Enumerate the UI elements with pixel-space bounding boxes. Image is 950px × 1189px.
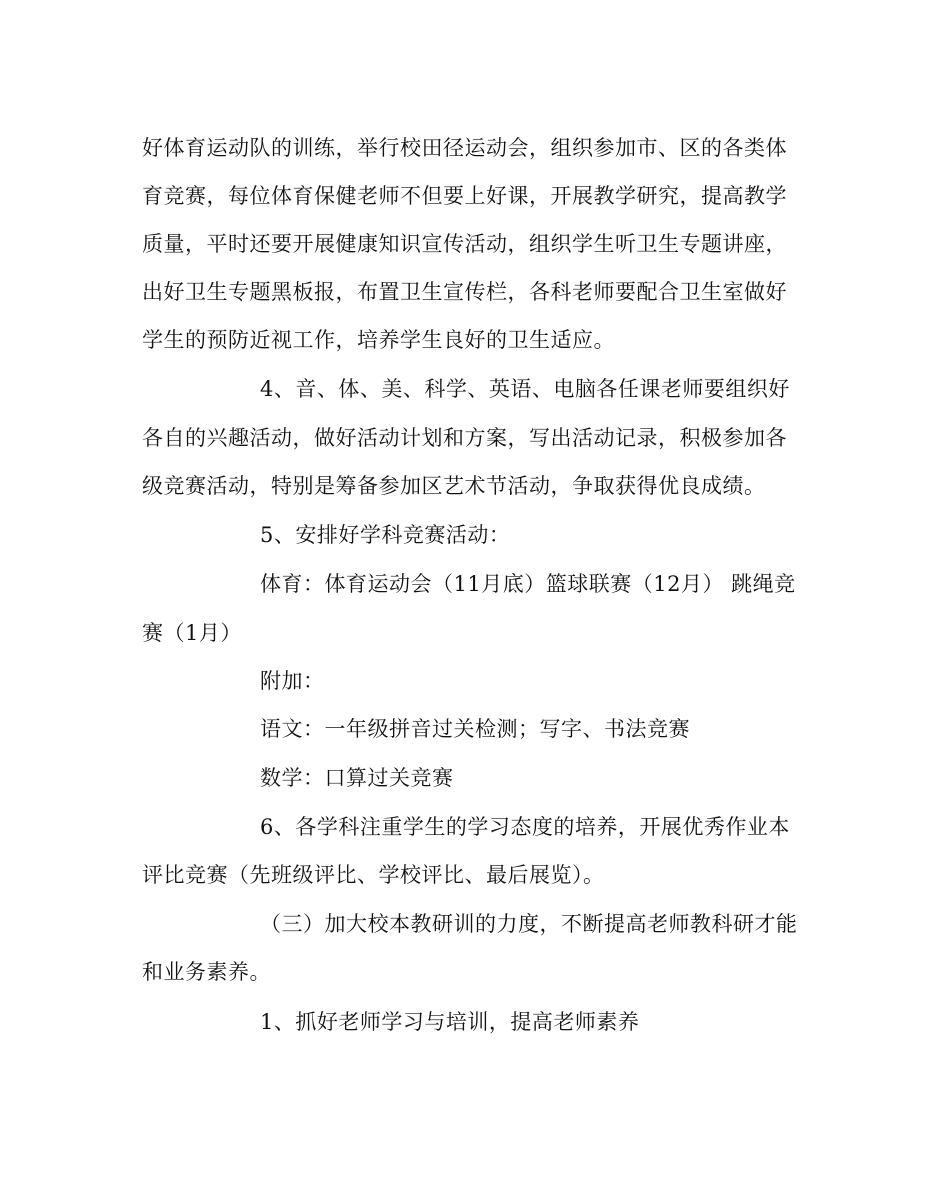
text-line: 语文：一年级拼音过关检测；写字、书法竞赛: [260, 717, 690, 741]
text-line: 和业务素养。: [142, 960, 271, 984]
text-line: 好体育运动队的训练，举行校田径运动会，组织参加市、区的各类体: [142, 136, 787, 160]
text-line: 体育：体育运动会（11月底）篮球联赛（12月） 跳绳竞: [260, 572, 796, 596]
text-line: 附加：: [260, 669, 325, 693]
text-line: （三）加大校本教研训的力度，不断提高老师教科研才能: [260, 912, 798, 936]
text-line: 评比竞赛（先班级评比、学校评比、最后展览）。: [142, 863, 605, 887]
text-line: 6、各学科注重学生的学习态度的培养，开展优秀作业本: [260, 815, 790, 839]
text-line: 赛（1月）: [142, 621, 242, 645]
text-line: 级竞赛活动，特别是筹备参加区艺术节活动，争取获得优良成绩。: [142, 474, 766, 498]
text-line: 质量，平时还要开展健康知识宣传活动，组织学生听卫生专题讲座，: [142, 232, 787, 256]
text-line: 1、抓好老师学习与培训，提高老师素养: [260, 1010, 640, 1034]
text-line: 各自的兴趣活动，做好活动计划和方案，写出活动记录，积极参加各: [142, 426, 787, 450]
text-line: 5、安排好学科竞赛活动：: [260, 523, 511, 547]
text-line: 数学：口算过关竞赛: [260, 766, 454, 790]
text-line: 出好卫生专题黑板报，布置卫生宣传栏，各科老师要配合卫生室做好: [142, 280, 787, 304]
text-line: 育竞赛，每位体育保健老师不但要上好课，开展教学研究，提高教学: [142, 184, 787, 208]
text-line: 4、音、体、美、科学、英语、电脑各任课老师要组织好: [260, 377, 790, 401]
text-line: 学生的预防近视工作，培养学生良好的卫生适应。: [142, 328, 615, 352]
